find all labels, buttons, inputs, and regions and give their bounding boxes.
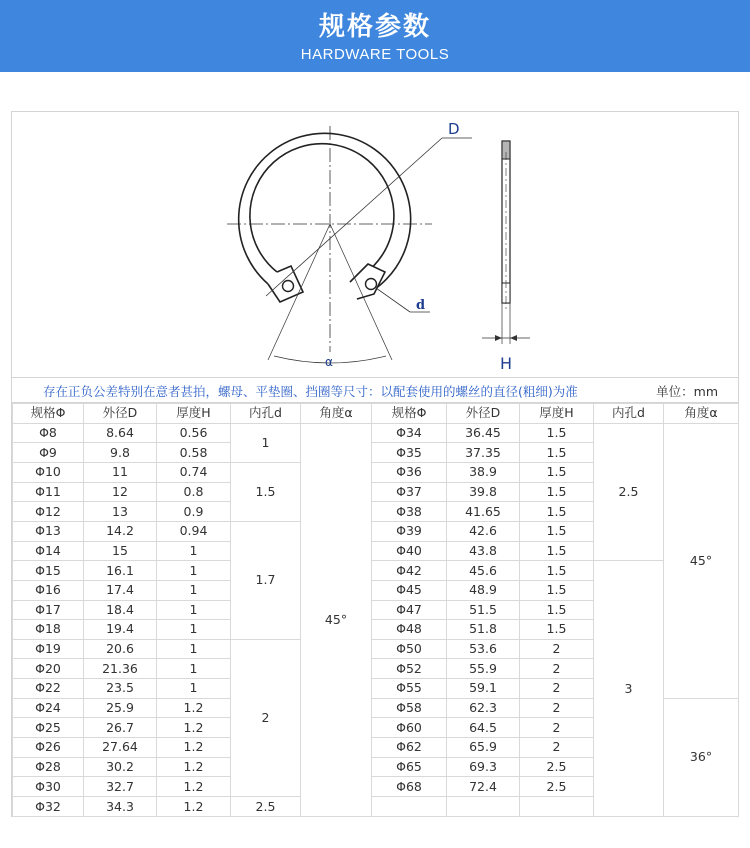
outer-diameter-cell: 37.35: [447, 443, 520, 463]
header-cell: 内孔d: [231, 404, 301, 424]
header-cell: 厚度H: [520, 404, 594, 424]
thickness-cell: 0.94: [157, 521, 231, 541]
thickness-cell: 1: [157, 600, 231, 620]
hole-diameter-cell: 1: [231, 423, 301, 462]
spec-cell: Φ16: [13, 580, 84, 600]
outer-diameter-cell: 42.6: [447, 521, 520, 541]
thickness-cell: 1: [157, 639, 231, 659]
spec-cell: Φ10: [13, 462, 84, 482]
diameter-label: D: [448, 120, 460, 138]
thickness-cell: 0.56: [157, 423, 231, 443]
thickness-cell: 2: [520, 679, 594, 699]
hole-diameter-cell: 3: [594, 561, 664, 817]
table-row: [13, 561, 739, 581]
thickness-cell: 2.5: [520, 777, 594, 797]
thickness-label: H: [500, 354, 513, 373]
thickness-cell: 1.5: [520, 462, 594, 482]
thickness-cell: 1.2: [157, 718, 231, 738]
thickness-cell: 1.2: [157, 757, 231, 777]
thickness-cell: 1.5: [520, 620, 594, 640]
angle-cell: 45°: [301, 423, 372, 816]
hole-diameter-cell: 1.5: [231, 462, 301, 521]
outer-diameter-cell: 19.4: [84, 620, 157, 640]
spec-cell: Φ13: [13, 521, 84, 541]
spec-cell: Φ11: [13, 482, 84, 502]
thickness-cell: 2: [520, 738, 594, 758]
hole-label: d: [416, 298, 426, 313]
thickness-cell: 1: [157, 561, 231, 581]
spec-cell: Φ8: [13, 423, 84, 443]
table-header-row: [13, 404, 739, 424]
thickness-cell: 1.2: [157, 777, 231, 797]
outer-diameter-cell: 13: [84, 502, 157, 522]
thickness-cell: 2: [520, 698, 594, 718]
outer-diameter-cell: 62.3: [447, 698, 520, 718]
ring-outer-arc: [239, 133, 411, 299]
spec-cell: Φ37: [372, 482, 447, 502]
header-cell: 外径D: [84, 404, 157, 424]
spec-cell: Φ39: [372, 521, 447, 541]
thickness-cell: 2.5: [520, 757, 594, 777]
thickness-cell: 1: [157, 541, 231, 561]
table-body: [13, 423, 739, 816]
spec-cell: Φ34: [372, 423, 447, 443]
outer-diameter-cell: 17.4: [84, 580, 157, 600]
outer-diameter-cell: 69.3: [447, 757, 520, 777]
diameter-leader: [266, 138, 442, 296]
thickness-cell: 1.5: [520, 443, 594, 463]
header-cell: 内孔d: [594, 404, 664, 424]
page-title: 规格参数: [318, 12, 431, 42]
left-lug-hole: [283, 281, 294, 292]
spec-cell: Φ20: [13, 659, 84, 679]
hole-diameter-cell: 2: [231, 639, 301, 796]
thickness-cell: 1: [157, 679, 231, 699]
retaining-ring-drawing: [12, 112, 738, 377]
spec-cell: Φ25: [13, 718, 84, 738]
unit-label: 单位：mm: [656, 384, 718, 399]
tolerance-note: 存在正负公差特别在意者甚拍，螺母、平垫圈、挡圈等尺寸：以配套使用的螺丝的直径(粗细)为准: [43, 384, 578, 399]
thickness-arrow-left: [495, 335, 502, 341]
spec-cell: Φ24: [13, 698, 84, 718]
outer-diameter-cell: 15: [84, 541, 157, 561]
thickness-cell: 1.2: [157, 738, 231, 758]
angle-label: α: [325, 355, 333, 369]
outer-diameter-cell: 51.8: [447, 620, 520, 640]
ring-inner-arc: [250, 144, 394, 282]
spec-cell: Φ60: [372, 718, 447, 738]
header-cell: 角度α: [664, 404, 739, 424]
spec-cell: Φ19: [13, 639, 84, 659]
outer-diameter-cell: 41.65: [447, 502, 520, 522]
spec-cell: Φ28: [13, 757, 84, 777]
spec-cell: Φ36: [372, 462, 447, 482]
empty-cell: [520, 797, 594, 817]
spec-cell: Φ18: [13, 620, 84, 640]
outer-diameter-cell: 12: [84, 482, 157, 502]
note-bar: [12, 377, 738, 403]
header-banner: [0, 0, 750, 72]
outer-diameter-cell: 51.5: [447, 600, 520, 620]
outer-diameter-cell: 48.9: [447, 580, 520, 600]
spec-cell: Φ12: [13, 502, 84, 522]
thickness-cell: 1.2: [157, 797, 231, 817]
right-lug-hole: [366, 279, 377, 290]
thickness-cell: 1.5: [520, 502, 594, 522]
outer-diameter-cell: 55.9: [447, 659, 520, 679]
table-row: [13, 423, 739, 443]
outer-diameter-cell: 59.1: [447, 679, 520, 699]
spec-cell: Φ47: [372, 600, 447, 620]
spec-cell: Φ26: [13, 738, 84, 758]
thickness-cell: 0.8: [157, 482, 231, 502]
outer-diameter-cell: 20.6: [84, 639, 157, 659]
spec-cell: Φ38: [372, 502, 447, 522]
outer-diameter-cell: 18.4: [84, 600, 157, 620]
spec-cell: Φ22: [13, 679, 84, 699]
spec-cell: Φ14: [13, 541, 84, 561]
spec-cell: Φ55: [372, 679, 447, 699]
thickness-cell: 1: [157, 620, 231, 640]
outer-diameter-cell: 53.6: [447, 639, 520, 659]
thickness-cell: 1: [157, 659, 231, 679]
header-cell: 外径D: [447, 404, 520, 424]
thickness-cell: 2: [520, 639, 594, 659]
header-cell: 角度α: [301, 404, 372, 424]
page-subtitle: HARDWARE TOOLS: [300, 46, 450, 63]
spec-cell: Φ58: [372, 698, 447, 718]
spec-cell: Φ68: [372, 777, 447, 797]
thickness-cell: 0.9: [157, 502, 231, 522]
thickness-cell: 1.5: [520, 541, 594, 561]
thickness-cell: 2: [520, 718, 594, 738]
spec-cell: Φ48: [372, 620, 447, 640]
spec-cell: Φ42: [372, 561, 447, 581]
thickness-cell: 1.5: [520, 521, 594, 541]
spec-cell: Φ32: [13, 797, 84, 817]
outer-diameter-cell: 65.9: [447, 738, 520, 758]
thickness-cell: 1.5: [520, 482, 594, 502]
outer-diameter-cell: 26.7: [84, 718, 157, 738]
spec-cell: Φ15: [13, 561, 84, 581]
header-cell: 规格Φ: [13, 404, 84, 424]
outer-diameter-cell: 64.5: [447, 718, 520, 738]
spec-frame: [11, 111, 739, 817]
thickness-cell: 1: [157, 580, 231, 600]
outer-diameter-cell: 11: [84, 462, 157, 482]
spec-cell: Φ52: [372, 659, 447, 679]
empty-cell: [372, 797, 447, 817]
spec-cell: Φ35: [372, 443, 447, 463]
outer-diameter-cell: 8.64: [84, 423, 157, 443]
thickness-cell: 1.2: [157, 698, 231, 718]
spec-cell: Φ45: [372, 580, 447, 600]
outer-diameter-cell: 32.7: [84, 777, 157, 797]
header-cell: 厚度H: [157, 404, 231, 424]
outer-diameter-cell: 34.3: [84, 797, 157, 817]
hole-diameter-cell: 2.5: [594, 423, 664, 561]
outer-diameter-cell: 72.4: [447, 777, 520, 797]
thickness-cell: 1.5: [520, 423, 594, 443]
spec-cell: Φ65: [372, 757, 447, 777]
spec-cell: Φ17: [13, 600, 84, 620]
header-cell: 规格Φ: [372, 404, 447, 424]
outer-diameter-cell: 45.6: [447, 561, 520, 581]
outer-diameter-cell: 25.9: [84, 698, 157, 718]
outer-diameter-cell: 39.8: [447, 482, 520, 502]
outer-diameter-cell: 43.8: [447, 541, 520, 561]
outer-diameter-cell: 23.5: [84, 679, 157, 699]
outer-diameter-cell: 21.36: [84, 659, 157, 679]
outer-diameter-cell: 38.9: [447, 462, 520, 482]
thickness-cell: 1.5: [520, 580, 594, 600]
outer-diameter-cell: 30.2: [84, 757, 157, 777]
hole-diameter-cell: 1.7: [231, 521, 301, 639]
spec-cell: Φ62: [372, 738, 447, 758]
spec-cell: Φ50: [372, 639, 447, 659]
outer-diameter-cell: 36.45: [447, 423, 520, 443]
thickness-cell: 0.74: [157, 462, 231, 482]
spec-cell: Φ30: [13, 777, 84, 797]
outer-diameter-cell: 16.1: [84, 561, 157, 581]
outer-diameter-cell: 27.64: [84, 738, 157, 758]
spec-table: [12, 403, 739, 817]
empty-cell: [447, 797, 520, 817]
spec-cell: Φ9: [13, 443, 84, 463]
thickness-cell: 0.58: [157, 443, 231, 463]
outer-diameter-cell: 9.8: [84, 443, 157, 463]
hole-leader: [376, 288, 410, 312]
spec-cell: Φ40: [372, 541, 447, 561]
thickness-cell: 2: [520, 659, 594, 679]
angle-line-right: [330, 224, 392, 360]
outer-diameter-cell: 14.2: [84, 521, 157, 541]
thickness-arrow-right: [510, 335, 517, 341]
angle-cell: 45°: [664, 423, 739, 698]
thickness-cell: 1.5: [520, 600, 594, 620]
angle-cell: 36°: [664, 698, 739, 816]
hole-diameter-cell: 2.5: [231, 797, 301, 817]
thickness-cell: 1.5: [520, 561, 594, 581]
